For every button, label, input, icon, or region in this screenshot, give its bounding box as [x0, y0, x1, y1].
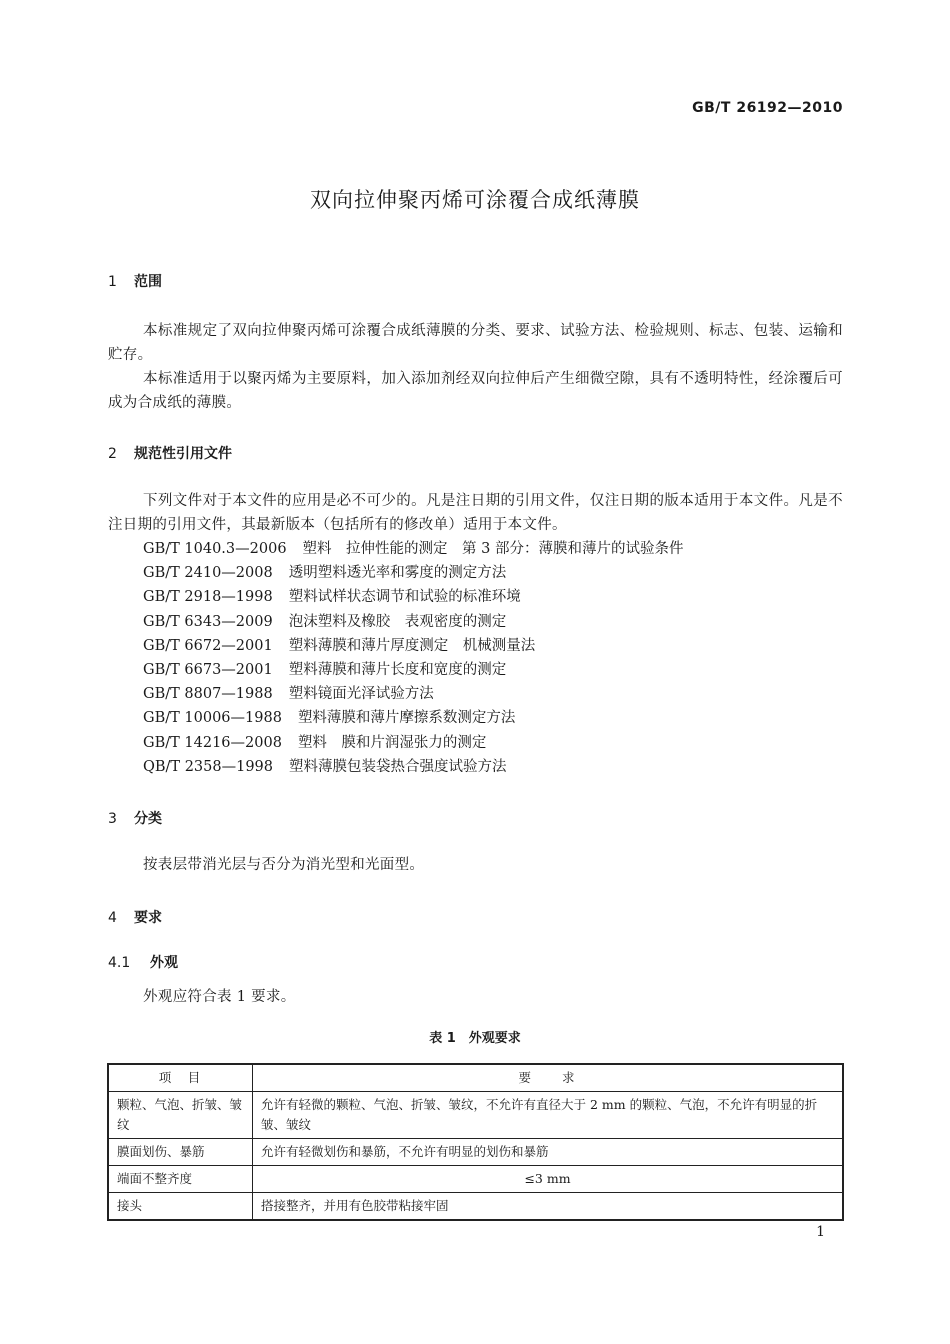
- scope-paragraph-2: 本标准适用于以聚丙烯为主要原料，加入添加剂经双向拉伸后产生细微空隙，具有不透明特性，经涂覆后可成为合成纸的薄膜。: [108, 371, 843, 411]
- section-number: 4: [108, 910, 117, 926]
- reference-item: [143, 731, 684, 755]
- section-number: 3: [108, 811, 117, 827]
- section-title: 外观: [150, 955, 178, 971]
- reference-title: 塑料镜面光泽试验方法: [288, 686, 434, 703]
- page-number: 1: [816, 1224, 825, 1240]
- reference-item: [143, 610, 684, 634]
- document-title: 双向拉伸聚丙烯可涂覆合成纸薄膜: [310, 188, 640, 212]
- reference-item: [143, 658, 684, 682]
- reference-item: [143, 634, 684, 658]
- reference-list: [143, 537, 684, 779]
- reference-code: GB/T 2410—2008: [143, 565, 273, 582]
- section-1-heading: [108, 271, 162, 291]
- table-row: [108, 1166, 843, 1193]
- item-cell: 端面不整齐度: [108, 1166, 253, 1193]
- section-title: 范围: [134, 274, 162, 290]
- appearance-text: 外观应符合表 1 要求。: [143, 989, 296, 1005]
- reference-code: GB/T 1040.3—2006: [143, 541, 287, 557]
- classification-text: 按表层带消光层与否分为消光型和光面型。: [143, 857, 425, 873]
- reference-code: GB/T 10006—1988: [143, 710, 282, 727]
- item-cell: 颗粒、气泡、折皱、皱纹: [108, 1092, 253, 1139]
- reference-code: GB/T 14216—2008: [143, 734, 282, 751]
- section-number: 1: [108, 274, 117, 290]
- references-intro: 下列文件对于本文件的应用是必不可少的。凡是注日期的引用文件，仅注日期的版本适用于本文件。凡是不注日期的引用文件，其最新版本（包括所有的修改单）适用于本文件。: [108, 493, 843, 533]
- column-header-requirement: 要 求: [253, 1064, 844, 1092]
- section-2-heading: [108, 443, 232, 463]
- table-header-row: [108, 1064, 843, 1092]
- table-row: [108, 1139, 843, 1166]
- reference-item: [143, 537, 684, 561]
- reference-title: 塑料试样状态调节和试验的标准环境: [288, 589, 521, 606]
- reference-code: GB/T 8807—1988: [143, 686, 273, 703]
- reference-item: [143, 706, 684, 730]
- reference-code: GB/T 2918—1998: [143, 589, 273, 606]
- scope-paragraph-1: 本标准规定了双向拉伸聚丙烯可涂覆合成纸薄膜的分类、要求、试验方法、检验规则、标志、包装、运输和贮存。: [108, 323, 843, 363]
- standard-number: GB/T 26192—2010: [692, 100, 843, 116]
- section-3-heading: [108, 808, 162, 828]
- reference-title: 塑料薄膜和薄片长度和宽度的测定: [288, 661, 507, 678]
- reference-title: 塑料 拉伸性能的测定 第 3 部分：薄膜和薄片的试验条件: [302, 541, 684, 557]
- requirement-cell: 搭接整齐，并用有色胶带粘接牢固: [253, 1193, 844, 1221]
- table-row: [108, 1193, 843, 1221]
- table-row: [108, 1092, 843, 1139]
- appearance-requirements-table: [107, 1063, 844, 1221]
- item-cell: 接头: [108, 1193, 253, 1221]
- reference-title: 塑料 膜和片润湿张力的测定: [297, 734, 487, 751]
- reference-item: [143, 561, 684, 585]
- reference-code: GB/T 6672—2001: [143, 637, 273, 654]
- section-4-heading: [108, 907, 162, 927]
- reference-item: [143, 755, 684, 779]
- section-number: 4.1: [108, 955, 131, 971]
- reference-item: [143, 682, 684, 706]
- reference-title: 透明塑料透光率和雾度的测定方法: [288, 565, 507, 582]
- requirement-cell: 允许有轻微的颗粒、气泡、折皱、皱纹，不允许有直径大于 2 mm 的颗粒、气泡，不允许有明显的折皱、皱纹: [253, 1092, 844, 1139]
- column-header-item: 项 目: [108, 1064, 253, 1092]
- reference-title: 塑料薄膜包装袋热合强度试验方法: [289, 758, 507, 775]
- reference-code: GB/T 6343—2009: [143, 613, 273, 630]
- item-cell: 膜面划伤、暴筋: [108, 1139, 253, 1166]
- reference-code: GB/T 6673—2001: [143, 661, 273, 678]
- reference-code: QB/T 2358—1998: [143, 758, 274, 775]
- reference-title: 塑料薄膜和薄片摩擦系数测定方法: [297, 710, 516, 727]
- requirement-cell: 允许有轻微划伤和暴筋，不允许有明显的划伤和暴筋: [253, 1139, 844, 1166]
- reference-title: 塑料薄膜和薄片厚度测定 机械测量法: [288, 637, 536, 654]
- table-caption: 表 1 外观要求: [429, 1031, 521, 1046]
- reference-item: [143, 585, 684, 609]
- section-4-1-heading: [108, 952, 178, 972]
- reference-title: 泡沫塑料及橡胶 表观密度的测定: [288, 613, 507, 630]
- section-number: 2: [108, 446, 117, 462]
- section-title: 要求: [134, 910, 162, 926]
- section-title: 规范性引用文件: [134, 446, 232, 462]
- section-title: 分类: [134, 811, 162, 827]
- requirement-cell: ≤3 mm: [253, 1166, 844, 1193]
